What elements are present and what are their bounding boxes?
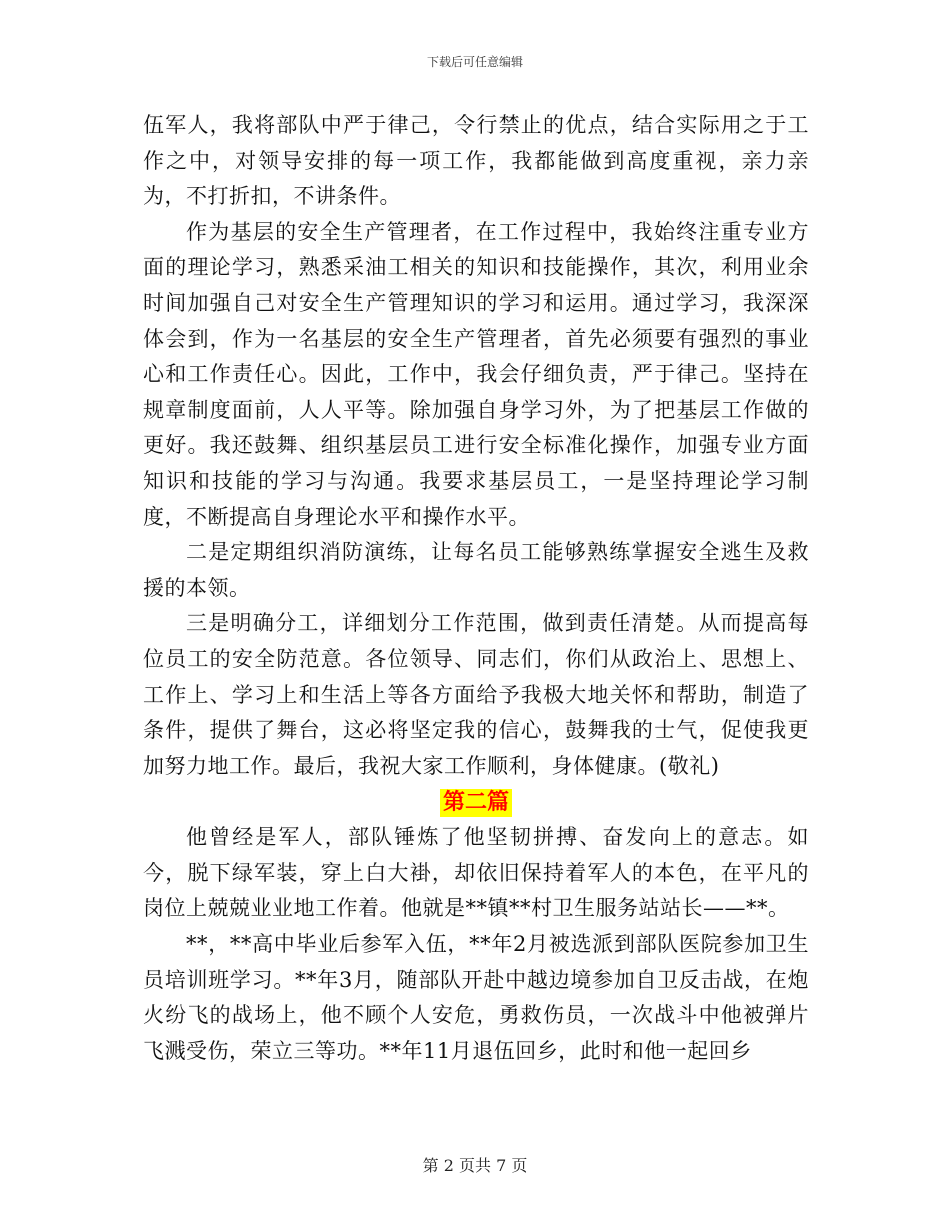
paragraph: **，**高中毕业后参军入伍，**年2月被选派到部队医院参加卫生员培训班学习。**年3月，随部队开赴中越边境参加自卫反击战，在炮火纷飞的战场上，他不顾个人安危，勇救伤员，一次战斗中他被弹片飞溅受伤，荣立三等功。**年11月退伍回乡，此时和他一起回乡 (143, 932, 809, 1063)
paragraph: 伍军人，我将部队中严于律己，令行禁止的优点，结合实际用之于工作之中，对领导安排的每一项工作，我都能做到高度重视，亲力亲为，不打折扣，不讲条件。 (143, 113, 809, 209)
paragraph: 他曾经是军人，部队锤炼了他坚韧拼搏、奋发向上的意志。如今，脱下绿军装，穿上白大褂，却依旧保持着军人的本色，在平凡的岗位上兢兢业业地工作着。他就是**镇**村卫生服务站站长——**。 (143, 825, 809, 921)
page-number: 第 2 页共 7 页 (422, 1156, 528, 1175)
document-body (143, 108, 809, 1069)
section-heading-row (143, 784, 809, 820)
section-heading: 第二篇 (440, 789, 512, 817)
paragraph: 二是定期组织消防演练，让每名员工能够熟练掌握安全逃生及救援的本领。 (143, 540, 809, 600)
page-header: 下载后可任意编辑 (426, 55, 523, 69)
paragraph: 三是明确分工，详细划分工作范围，做到责任清楚。从而提高每位员工的安全防范意。各位领导、同志们，你们从政治上、思想上、工作上、学习上和生活上等各方面给予我极大地关怀和帮助，制造了条件，提供了舞台，这必将坚定我的信心，鼓舞我的士气，促使我更加努力地工作。最后，我祝大家工作顺利，身体健康。(敬礼) (143, 611, 809, 778)
paragraph: 作为基层的安全生产管理者，在工作过程中，我始终注重专业方面的理论学习，熟悉采油工相关的知识和技能操作，其次，利用业余时间加强自己对安全生产管理知识的学习和运用。通过学习，我深深体会到，作为一名基层的安全生产管理者，首先必须要有强烈的事业心和工作责任心。因此，工作中，我会仔细负责，严于律己。坚持在规章制度面前，人人平等。除加强自身学习外，为了把基层工作做的更好。我还鼓舞、组织基层员工进行安全标准化操作，加强专业方面知识和技能的学习与沟通。我要求基层员工，一是坚持理论学习制度，不断提高自身理论水平和操作水平。 (143, 219, 809, 529)
